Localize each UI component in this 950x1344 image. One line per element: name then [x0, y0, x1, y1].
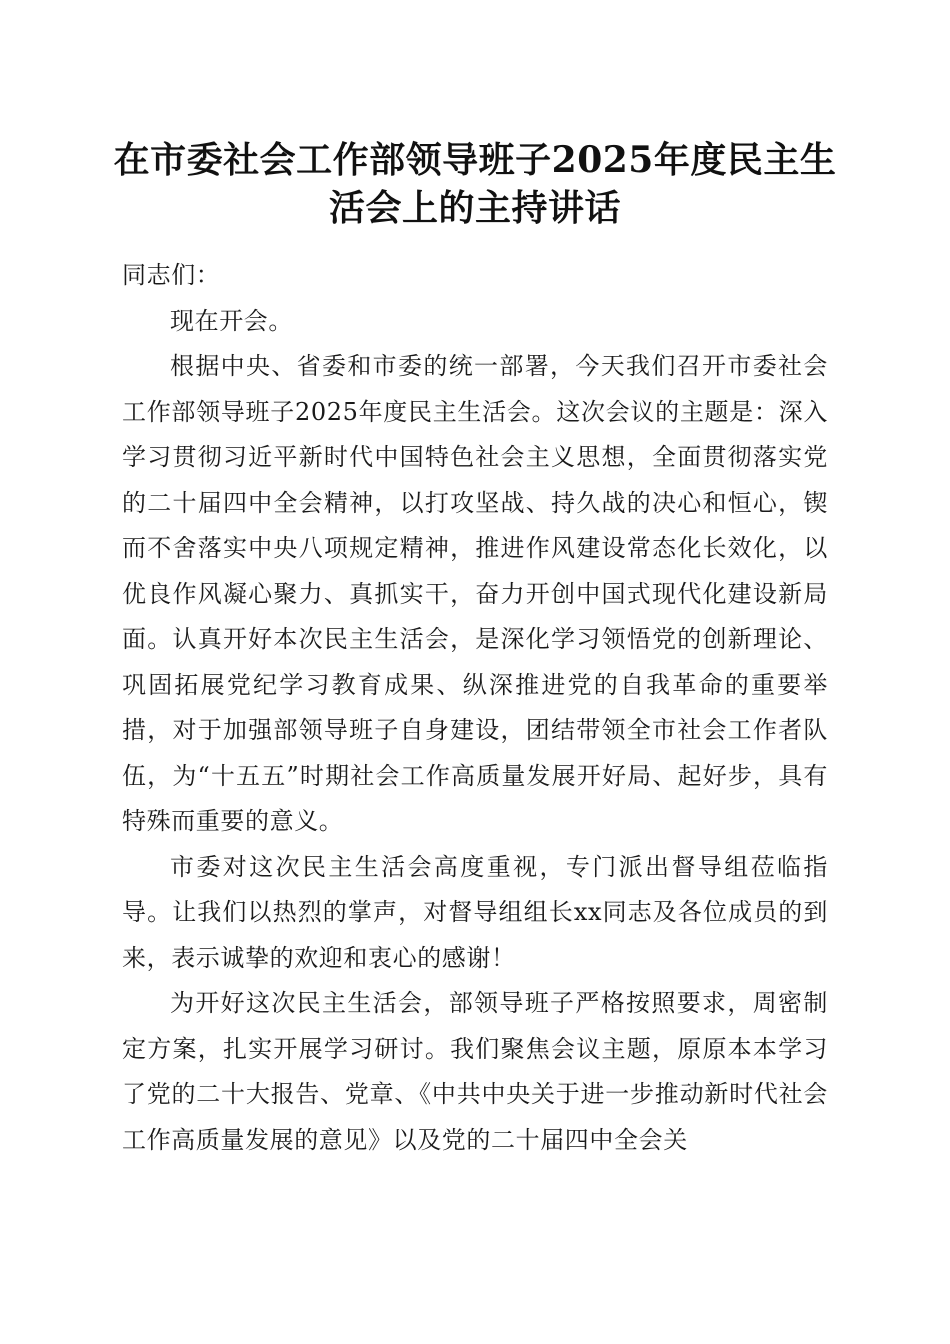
- paragraph-preparation: 为开好这次民主生活会，部领导班子严格按照要求，周密制定方案，扎实开展学习研讨。我们聚焦会议主题，原原本本学习了党的二十大报告、党章、《中共中央关于进一步推动新时代社会工作高质量发展的意见》以及党的二十届四中全会关: [122, 989, 828, 1154]
- document-body: [122, 253, 828, 1163]
- paragraph-opening: 现在开会。: [170, 306, 293, 335]
- title-line-1: 在市委社会工作部领导班子2025年度民主生: [113, 139, 837, 181]
- title-line-2: 活会上的主持讲话: [328, 187, 621, 229]
- document-title: [110, 136, 840, 232]
- paragraph-meeting-theme: 根据中央、省委和市委的统一部署，今天我们召开市委社会工作部领导班子2025年度民主生活会。这次会议的主题是：深入学习贯彻习近平新时代中国特色社会主义思想，全面贯彻落实党的二十届四中全会精神，以打攻坚战、持久战的决心和恒心，锲而不舍落实中央八项规定精神，推进作风建设常态化长效化，以优良作风凝心聚力、真抓实干，奋力开创中国式现代化建设新局面。认真开好本次民主生活会，是深化学习领悟党的创新理论、巩固拓展党纪学习教育成果、纵深推进党的自我革命的重要举措，对于加强部领导班子自身建设，团结带领全市社会工作者队伍，为“十五五”时期社会工作高质量发展开好局、起好步，具有特殊而重要的意义。: [122, 352, 828, 835]
- greeting: 同志们：: [122, 261, 221, 289]
- paragraph-welcome-supervisors: 市委对这次民主生活会高度重视，专门派出督导组莅临指导。让我们以热烈的掌声，对督导组组长xx同志及各位成员的到来，表示诚挚的欢迎和衷心的感谢！: [122, 852, 828, 972]
